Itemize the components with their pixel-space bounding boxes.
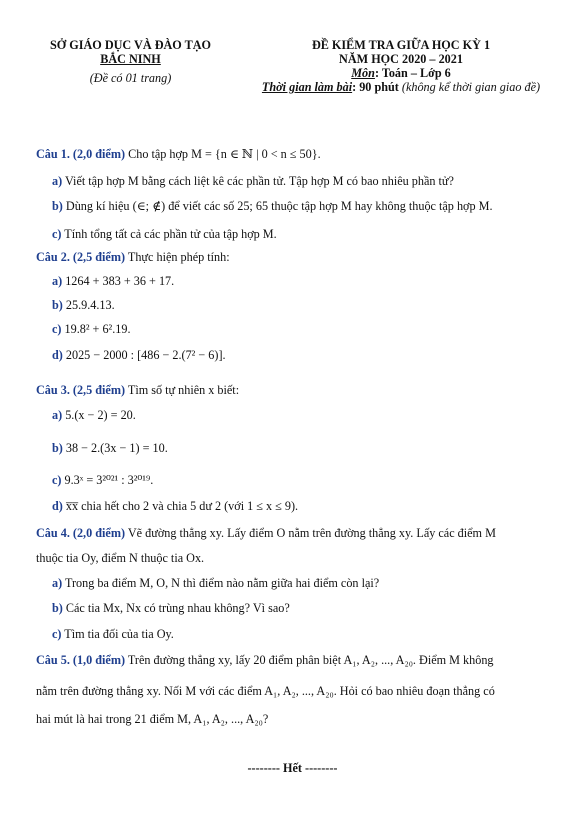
question-4-text-line1: Vẽ đường thẳng xy. Lấy điểm O nằm trên đường thẳng xy. Lấy các điểm M — [125, 526, 496, 540]
province-name: BẮC NINH — [100, 52, 161, 66]
question-1a — [52, 174, 454, 189]
question-2-text: Thực hiện phép tính: — [125, 250, 230, 264]
question-1c — [52, 227, 277, 242]
question-4b — [52, 601, 290, 616]
time-line — [236, 80, 566, 94]
subject-label: Môn — [351, 66, 375, 80]
question-4a — [52, 576, 379, 591]
question-2c — [52, 322, 131, 337]
question-3b-label: b) — [52, 441, 63, 455]
question-5-line3: hai mút là hai trong 21 điểm M, A₁, A₂, ..., A₂₀? — [36, 712, 269, 726]
question-4-line2: thuộc tia Oy, điểm N thuộc tia Ox. — [36, 551, 205, 565]
question-4a-label: a) — [52, 576, 63, 590]
question-3d-text: x̅x̅ chia hết cho 2 và chia 5 dư 2 (với 1 ≤ x ≤ 9). — [62, 499, 299, 513]
question-3 — [36, 383, 239, 398]
question-5-text-line1: Trên đường thẳng xy, lấy 20 điểm phân biệt A₁, A₂, ..., A₂₀. Điểm M không — [125, 653, 494, 667]
header-right — [236, 38, 566, 94]
question-1-text: Cho tập hợp M = {n ∈ ℕ | 0 < n ≤ 50}. — [125, 147, 321, 161]
question-2c-text: 19.8² + 6².19. — [61, 322, 131, 336]
question-1b-label: b) — [52, 199, 63, 213]
question-3a-label: a) — [52, 408, 63, 422]
question-3c — [52, 473, 153, 488]
question-3-text: Tìm số tự nhiên x biết: — [125, 383, 240, 397]
question-5-label: Câu 5. (1,0 điểm) — [36, 653, 126, 667]
question-4b-text: Các tia Mx, Nx có trùng nhau không? Vì sao? — [62, 601, 290, 615]
question-2 — [36, 250, 230, 265]
question-2-label: Câu 2. (2,5 điểm) — [36, 250, 126, 264]
question-3-label: Câu 3. (2,5 điểm) — [36, 383, 126, 397]
question-1-label: Câu 1. (2,0 điểm) — [36, 147, 126, 161]
time-note: (không kể thời gian giao đề) — [398, 80, 541, 94]
header-left — [28, 38, 233, 85]
question-4 — [36, 526, 496, 541]
subject-line — [236, 66, 566, 80]
subject-value: : Toán – Lớp 6 — [374, 66, 451, 80]
question-4c-label: c) — [52, 627, 62, 641]
question-4a-text: Trong ba điểm M, O, N thì điểm nào nằm giữa hai điểm còn lại? — [62, 576, 380, 590]
question-3c-text: 9.3ˣ = 3²⁰²¹ : 3²⁰¹⁹. — [61, 473, 154, 487]
question-3a-text: 5.(x − 2) = 20. — [62, 408, 136, 422]
time-value: : 90 phút — [352, 80, 399, 94]
question-4c — [52, 627, 174, 642]
pages-note: (Đề có 01 trang) — [89, 71, 172, 85]
question-2a-label: a) — [52, 274, 63, 288]
question-2b — [52, 298, 115, 313]
question-3b — [52, 441, 168, 456]
question-1a-text: Viết tập hợp M bằng cách liệt kê các phần tử. Tập hợp M có bao nhiêu phần tử? — [62, 174, 454, 188]
school-year: NĂM HỌC 2020 – 2021 — [339, 52, 463, 66]
question-2d-label: d) — [52, 348, 63, 362]
end-marker: -------- Hết -------- — [247, 761, 338, 775]
question-2b-label: b) — [52, 298, 63, 312]
question-3d — [52, 499, 298, 514]
question-1 — [36, 147, 321, 162]
question-2a — [52, 274, 174, 289]
question-4c-text: Tìm tia đối của tia Oy. — [61, 627, 174, 641]
question-2a-text: 1264 + 383 + 36 + 17. — [62, 274, 175, 288]
question-3d-label: d) — [52, 499, 63, 513]
question-2b-text: 25.9.4.13. — [62, 298, 115, 312]
time-label: Thời gian làm bài — [261, 80, 353, 94]
question-1b — [52, 199, 493, 214]
department-name: SỞ GIÁO DỤC VÀ ĐÀO TẠO — [49, 38, 212, 52]
question-3b-text: 38 − 2.(3x − 1) = 10. — [62, 441, 168, 455]
question-2d — [52, 348, 226, 363]
question-1c-label: c) — [52, 227, 62, 241]
question-1c-text: Tính tổng tất cả các phần tử của tập hợp M. — [61, 227, 277, 241]
question-2d-text: 2025 − 2000 : [486 − 2.(7² − 6)]. — [62, 348, 226, 362]
question-4-label: Câu 4. (2,0 điểm) — [36, 526, 126, 540]
question-5-line2: nằm trên đường thẳng xy. Nối M với các điểm A₁, A₂, ..., A₂₀. Hỏi có bao nhiêu đoạn thẳng có — [36, 684, 495, 698]
question-3c-label: c) — [52, 473, 62, 487]
question-1b-text: Dùng kí hiệu (∈; ∉) để viết các số 25; 65 thuộc tập hợp M hay không thuộc tập hợp M. — [62, 199, 493, 213]
question-4b-label: b) — [52, 601, 63, 615]
question-3a — [52, 408, 136, 423]
question-5 — [36, 653, 494, 668]
exam-title: ĐỀ KIỂM TRA GIỮA HỌC KỲ 1 — [311, 38, 491, 52]
question-1a-label: a) — [52, 174, 63, 188]
question-2c-label: c) — [52, 322, 62, 336]
